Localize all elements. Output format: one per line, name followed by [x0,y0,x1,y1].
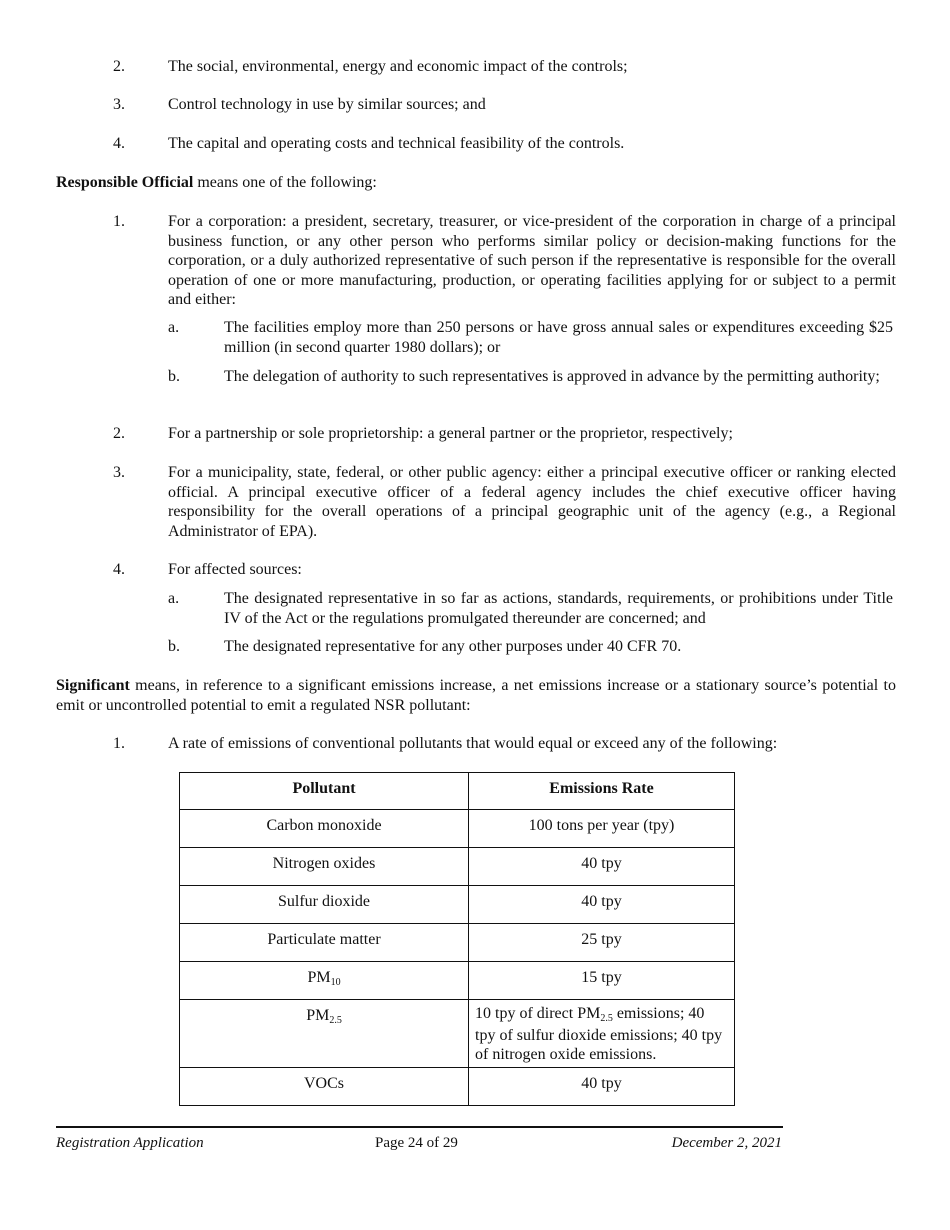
rate-text: emissions; 40 tpy of sulfur dioxide emissions; 40 tpy of nitrogen oxide emissions. [475,1005,723,1063]
rate-cell: 40 tpy [469,886,735,924]
sub-list-letter: b. [168,368,180,385]
list-text: Control technology in use by similar sources; and [168,96,486,113]
rate-cell: 15 tpy [469,962,735,1000]
pollutant-cell: Carbon monoxide [180,810,469,848]
list-text: The social, environmental, energy and economic impact of the controls; [168,58,628,75]
rate-cell: 100 tons per year (tpy) [469,810,735,848]
rate-cell [469,1000,735,1068]
list-number: 3. [113,464,125,481]
definition-intro: means, in reference to a significant emissions increase, a net emissions increase or a stationary source’s potential to emit or uncontrolled potential to emit a regulated NSR pollutant: [56,677,896,714]
rate-subscript: 2.5 [600,1013,613,1024]
pollutant-base: PM [307,969,331,986]
list-item [113,463,896,541]
sub-list-letter: a. [168,319,180,336]
pollutant-cell [180,962,469,1000]
pollutant-cell: VOCs [180,1068,469,1106]
definition-significant [56,676,896,715]
rate-cell: 40 tpy [469,848,735,886]
list-number: 4. [113,561,125,578]
definition-term: Significant [56,677,130,694]
list-text: For a municipality, state, federal, or other public agency: either a principal executive officer or ranking elected official. A principal executive officer of a federal agency includes the chief executive officer having responsibility for the overall operations of a principal geographic unit of the agency (e.g., a Regional Administrator of EPA). [168,464,896,540]
list-text: For a partnership or sole proprietorship: a general partner or the proprietor, respectively; [168,425,733,442]
pollutant-subscript: 10 [330,977,341,988]
rate-cell: 40 tpy [469,1068,735,1106]
list-number: 3. [113,96,125,113]
list-number: 2. [113,425,125,442]
sub-list-item [168,367,895,387]
list-item [113,734,896,754]
list-number: 1. [113,213,125,230]
sub-list-text: The designated representative for any other purposes under 40 CFR 70. [224,638,682,655]
list-item [113,560,896,580]
list-text: A rate of emissions of conventional pollutants that would equal or exceed any of the following: [168,735,778,752]
table-row [180,848,735,886]
sub-list-letter: b. [168,638,180,655]
sub-list-item [168,589,893,628]
pollutant-cell: Nitrogen oxides [180,848,469,886]
footer-rule [56,1126,783,1128]
sub-list-item [168,318,893,357]
sub-list-text: The delegation of authority to such representatives is approved in advance by the permitting authority; [224,368,880,385]
rate-cell: 25 tpy [469,924,735,962]
rate-text: 10 tpy of direct PM [475,1005,601,1022]
definition-intro: means one of the following: [193,174,377,191]
table-row [180,962,735,1000]
list-text: The capital and operating costs and technical feasibility of the controls. [168,135,625,152]
list-item [113,134,896,154]
list-item [113,212,896,310]
emissions-rate-table [179,772,735,1106]
column-header-emissions-rate: Emissions Rate [469,773,735,810]
footer-page-number: Page 24 of 29 [375,1135,458,1151]
sub-list-text: The designated representative in so far as actions, standards, requirements, or prohibitions under Title IV of the Act or the regulations promulgated thereunder are concerned; and [224,590,893,627]
footer-document-title: Registration Application [56,1135,204,1151]
list-text: For a corporation: a president, secretary, treasurer, or vice-president of the corporation in charge of a principal business function, or any other person who performs similar policy or decision-making functions for the corporation, or a duly authorized representative of such person if the representative is responsible for the overall operation of one or more manufacturing, production, or operating facilities applying for or subject to a permit and either: [168,213,896,308]
table-row [180,1068,735,1106]
list-item [113,57,896,77]
list-number: 2. [113,58,125,75]
sub-list-letter: a. [168,590,180,607]
table-row [180,1000,735,1068]
table-row [180,886,735,924]
table-row [180,810,735,848]
footer-date: December 2, 2021 [671,1135,782,1151]
sub-list-item [168,637,893,657]
list-number: 4. [113,135,125,152]
list-item [113,95,896,115]
definition-term: Responsible Official [56,174,194,191]
definition-responsible-official [56,173,896,193]
pollutant-cell: Particulate matter [180,924,469,962]
column-header-pollutant: Pollutant [180,773,469,810]
table-header-row [180,773,735,810]
sub-list-text: The facilities employ more than 250 persons or have gross annual sales or expenditures exceeding $25 million (in second quarter 1980 dollars); or [224,319,893,356]
list-text: For affected sources: [168,561,302,578]
list-number: 1. [113,735,125,752]
pollutant-base: PM [306,1007,330,1024]
pollutant-cell [180,1000,469,1068]
pollutant-cell: Sulfur dioxide [180,886,469,924]
table-row [180,924,735,962]
list-item [113,424,896,444]
pollutant-subscript: 2.5 [329,1015,342,1026]
